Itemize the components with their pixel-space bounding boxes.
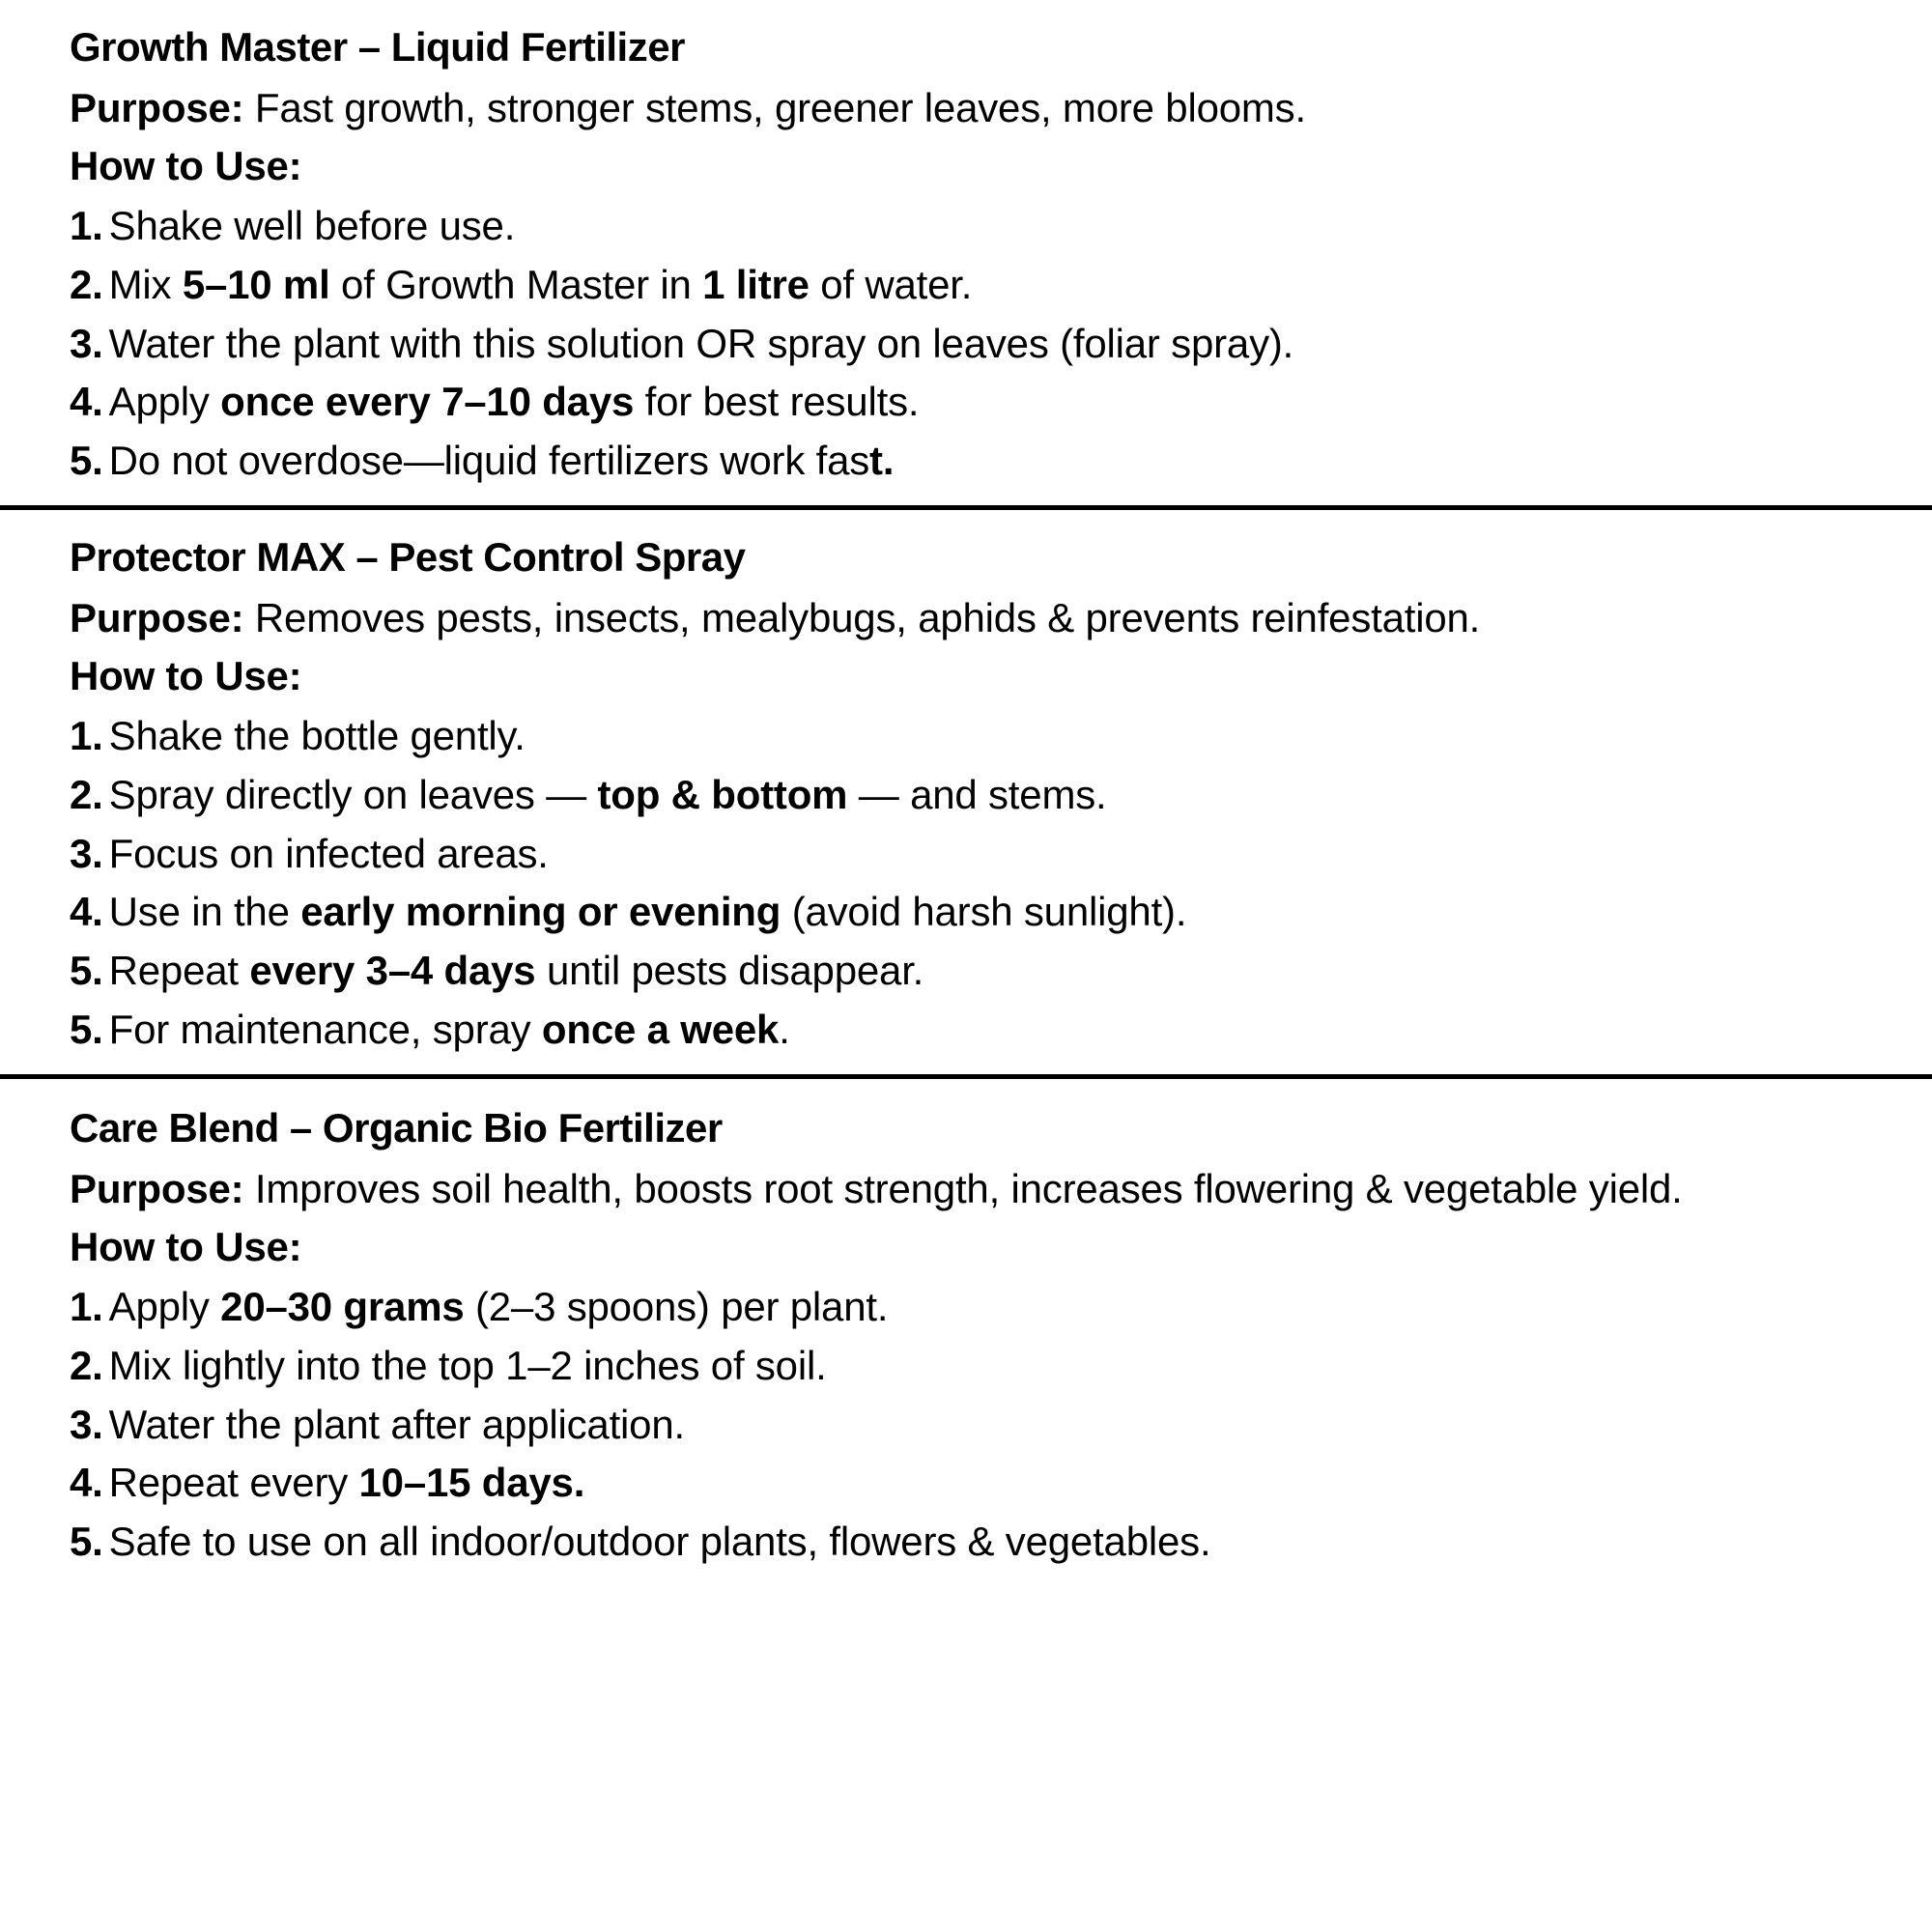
step-item <box>70 1339 1862 1393</box>
step-text: Repeat every 10–15 days. <box>108 1460 585 1506</box>
step-item <box>70 1456 1862 1510</box>
purpose-label: Purpose: <box>70 1165 244 1211</box>
how-to-use-label: How to Use: <box>70 653 302 699</box>
step-item <box>70 317 1862 371</box>
step-number: 5. <box>70 1519 103 1565</box>
step-text: Mix 5–10 ml of Growth Master in 1 litre of water. <box>108 261 973 307</box>
step-item <box>70 885 1862 939</box>
step-item <box>70 944 1862 998</box>
product-title: Care Blend – Organic Bio Fertilizer <box>70 1105 723 1151</box>
product-title: Protector MAX – Pest Control Spray <box>70 534 746 581</box>
product-section-protector-max <box>0 510 1932 1074</box>
step-number: 4. <box>70 379 103 425</box>
step-text: For maintenance, spray once a week. <box>108 1007 790 1053</box>
how-to-use-label: How to Use: <box>70 1224 302 1270</box>
step-number: 5. <box>70 948 103 994</box>
step-item <box>70 827 1862 881</box>
steps-list <box>70 1280 1862 1569</box>
step-item <box>70 1398 1862 1452</box>
step-text: Focus on infected areas. <box>108 830 549 876</box>
purpose-label: Purpose: <box>70 594 244 640</box>
step-item <box>70 258 1862 312</box>
step-item <box>70 1003 1862 1057</box>
step-number: 5. <box>70 1007 103 1053</box>
step-number: 2. <box>70 1342 103 1388</box>
purpose-line <box>70 1163 1862 1216</box>
purpose-text: Improves soil health, boosts root strength, increases flowering & vegetable yield. <box>243 1165 1683 1211</box>
step-number: 3. <box>70 830 103 876</box>
step-item <box>70 375 1862 429</box>
step-item <box>70 1515 1862 1569</box>
step-number: 3. <box>70 320 103 366</box>
step-text: Water the plant with this solution OR spray on leaves (foliar spray). <box>108 320 1294 366</box>
step-number: 4. <box>70 889 103 935</box>
step-number: 4. <box>70 1460 103 1506</box>
purpose-line <box>70 82 1862 135</box>
step-number: 2. <box>70 771 103 817</box>
step-number: 1. <box>70 1283 103 1329</box>
step-text: Spray directly on leaves — top & bottom — and stems. <box>108 771 1107 817</box>
step-text: Shake the bottle gently. <box>108 712 526 758</box>
step-item <box>70 199 1862 253</box>
how-to-use-label: How to Use: <box>70 143 302 189</box>
purpose-line <box>70 592 1862 645</box>
step-text: Repeat every 3–4 days until pests disappear. <box>108 948 924 994</box>
step-number: 1. <box>70 202 103 248</box>
step-text: Use in the early morning or evening (avoid harsh sunlight). <box>108 889 1187 935</box>
step-number: 1. <box>70 712 103 758</box>
step-text: Water the plant after application. <box>108 1401 685 1447</box>
step-item <box>70 1280 1862 1334</box>
product-title: Growth Master – Liquid Fertilizer <box>70 24 685 70</box>
step-item <box>70 434 1862 488</box>
step-number: 3. <box>70 1401 103 1447</box>
purpose-text: Removes pests, insects, mealybugs, aphids & prevents reinfestation. <box>243 594 1481 640</box>
step-item <box>70 768 1862 822</box>
step-text: Apply 20–30 grams (2–3 spoons) per plant. <box>108 1283 889 1329</box>
step-text: Mix lightly into the top 1–2 inches of soil. <box>108 1342 827 1388</box>
purpose-label: Purpose: <box>70 84 244 130</box>
product-section-care-blend <box>0 1079 1932 1586</box>
step-text: Shake well before use. <box>108 202 516 248</box>
step-number: 5. <box>70 438 103 484</box>
step-number: 2. <box>70 261 103 307</box>
step-item <box>70 709 1862 763</box>
purpose-text: Fast growth, stronger stems, greener leaves, more blooms. <box>243 84 1306 130</box>
steps-list <box>70 199 1862 488</box>
step-text: Apply once every 7–10 days for best results. <box>108 379 920 425</box>
product-section-growth-master <box>0 0 1932 505</box>
step-text: Safe to use on all indoor/outdoor plants, flowers & vegetables. <box>108 1519 1211 1565</box>
step-text: Do not overdose—liquid fertilizers work fast. <box>108 438 895 484</box>
steps-list <box>70 709 1862 1057</box>
